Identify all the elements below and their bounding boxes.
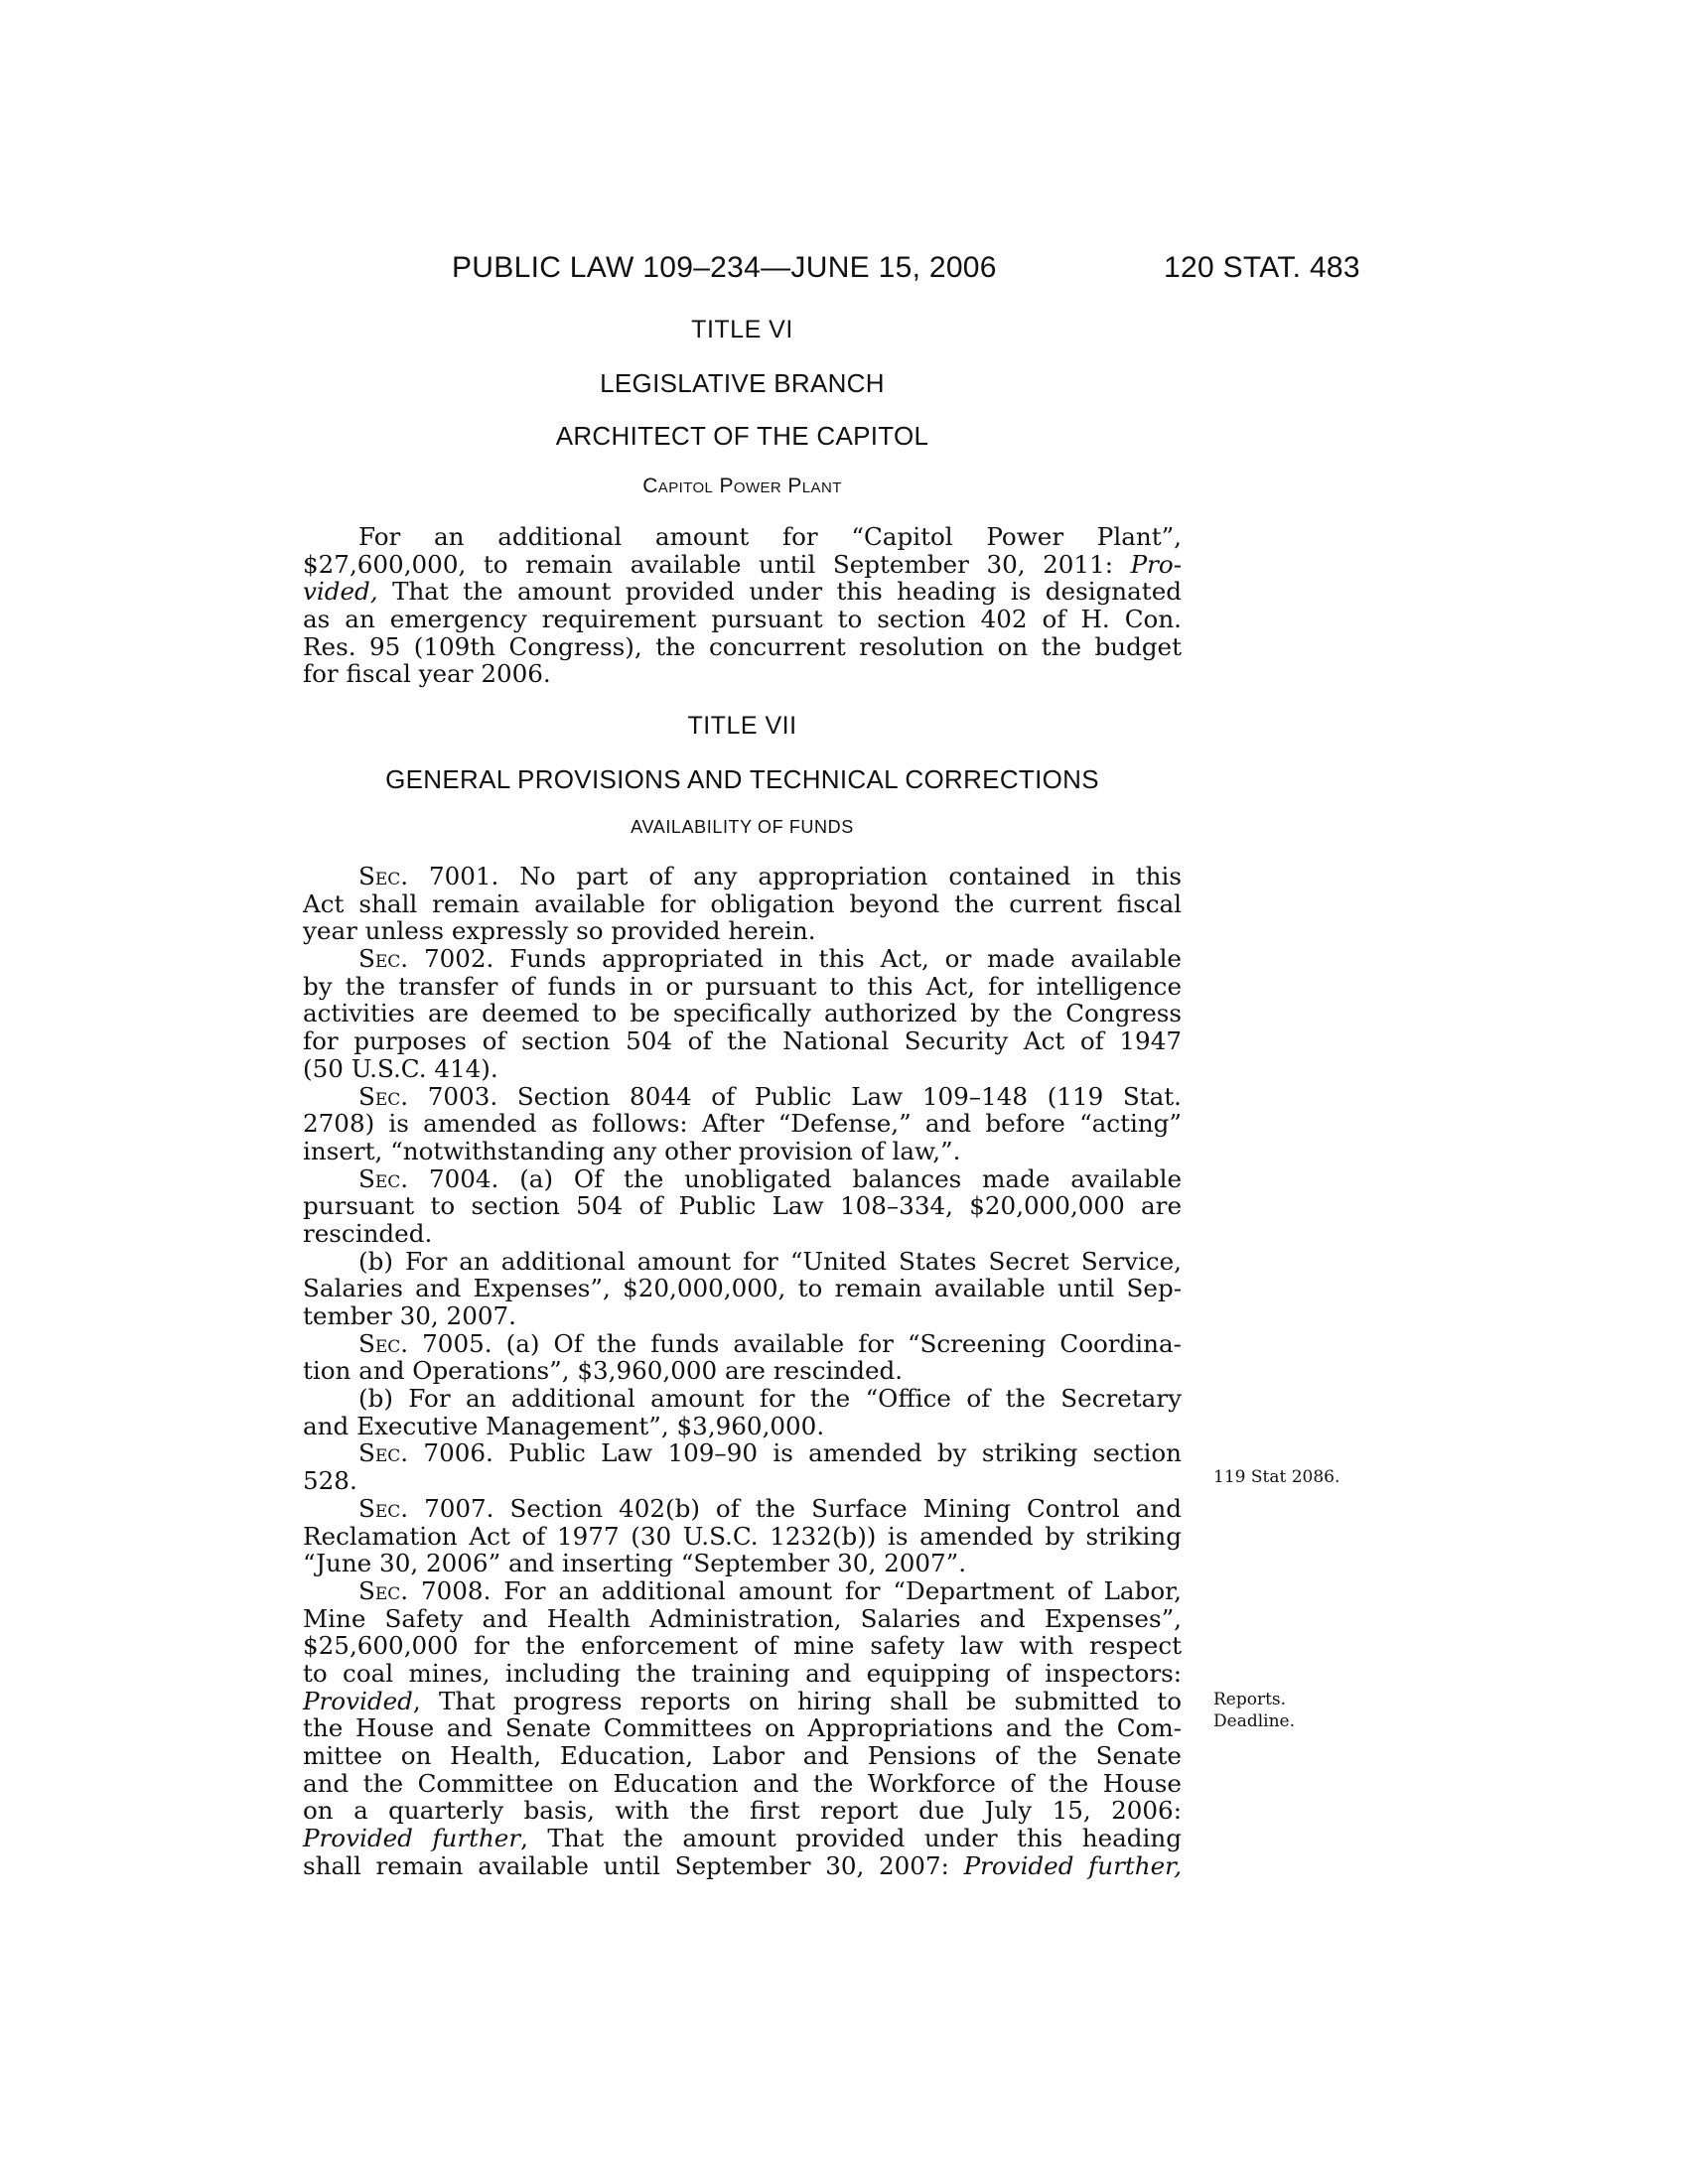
text-line: Act shall remain available for obligation beyond the current fiscal <box>303 888 1182 918</box>
text-line: activities are deemed to be specifically authorized by the Congress <box>303 999 1182 1028</box>
text-line: pursuant to section 504 of Public Law 108–334, $20,000,000 are <box>303 1191 1182 1221</box>
text-line: for fiscal year 2006. <box>303 659 551 689</box>
sec-7001-line: Sec. 7001. No part of any appropriation contained in this <box>358 862 1182 890</box>
text-line: on a quarterly basis, with the first report due July 15, 2006: <box>303 1796 1182 1826</box>
sec-7003-line: Sec. 7003. Section 8044 of Public Law 109–148 (119 Stat. <box>358 1081 1182 1111</box>
text-line: tember 30, 2007. <box>303 1301 516 1330</box>
text-line: (b) For an additional amount for “United States Secret Service, <box>358 1246 1182 1276</box>
text-line: Res. 95 (109th Congress), the concurrent resolution on the budget <box>303 631 1182 661</box>
text-line: by the transfer of funds in or pursuant to this Act, for intelligence <box>303 971 1182 1001</box>
text-line: Reclamation Act of 1977 (30 U.S.C. 1232(b)) is amended by striking <box>303 1521 1182 1551</box>
text-line: to coal mines, including the training and equipping of inspectors: <box>303 1658 1182 1688</box>
text-line: for purposes of section 504 of the National Security Act of 1947 <box>303 1026 1182 1056</box>
text-line: 528. <box>303 1466 357 1496</box>
availability-of-funds-heading: AVAILABILITY OF FUNDS <box>631 817 854 837</box>
text-line: (b) For an additional amount for the “Office of the Secretary <box>358 1384 1182 1414</box>
text-line: and the Committee on Education and the Workforce of the House <box>303 1768 1182 1798</box>
general-provisions-body <box>303 863 1182 1879</box>
text-line: $27,600,000, to remain available until September 30, 2011: Pro- <box>303 549 1182 579</box>
sec-7006-line: Sec. 7006. Public Law 109–90 is amended by striking section <box>358 1438 1182 1468</box>
text-line: year unless expressly so provided herein. <box>303 916 816 946</box>
sec-7007-line: Sec. 7007. Section 402(b) of the Surface Mining Control and <box>358 1493 1182 1523</box>
text-line: tion and Operations”, $3,960,000 are rescinded. <box>303 1356 904 1386</box>
title-vi-heading: TITLE VI <box>691 316 793 343</box>
running-header-law: PUBLIC LAW 109–234—JUNE 15, 2006 <box>452 251 997 284</box>
text-line: as an emergency requirement pursuant to section 402 of H. Con. <box>303 605 1182 634</box>
title-vii-heading: TITLE VII <box>687 712 797 740</box>
margin-note-stat-ref: 119 Stat 2086. <box>1213 1467 1340 1487</box>
text-line: “June 30, 2006” and inserting “September 30, 2007”. <box>303 1549 967 1578</box>
text-line: mittee on Health, Education, Labor and Pensions of the Senate <box>303 1741 1182 1770</box>
text-line: the House and Senate Committees on Appropriations and the Com- <box>303 1713 1182 1743</box>
running-header-stat: 120 STAT. 483 <box>1164 251 1360 284</box>
capitol-power-plant-paragraph <box>303 523 1182 688</box>
text-line: insert, “notwithstanding any other provision of law,”. <box>303 1136 961 1165</box>
text-line: $25,600,000 for the enforcement of mine safety law with respect <box>303 1631 1182 1661</box>
text-line: shall remain available until September 30, 2007: Provided further, <box>303 1850 1183 1880</box>
sec-7002-line: Sec. 7002. Funds appropriated in this Act, or made available <box>358 944 1182 974</box>
general-provisions-heading: GENERAL PROVISIONS AND TECHNICAL CORRECTIONS <box>385 764 1099 794</box>
sec-7005-line: Sec. 7005. (a) Of the funds available for “Screening Coordina- <box>358 1328 1182 1358</box>
legislative-branch-heading: LEGISLATIVE BRANCH <box>600 368 885 398</box>
text-line: and Executive Management”, $3,960,000. <box>303 1411 825 1440</box>
text-line: Provided, That progress reports on hiring shall be submitted to <box>303 1686 1182 1715</box>
text-line: 2708) is amended as follows: After “Defense,” and before “acting” <box>303 1109 1182 1139</box>
sec-7008-line: Sec. 7008. For an additional amount for “Department of Labor, <box>358 1575 1182 1605</box>
text-line: Salaries and Expenses”, $20,000,000, to remain available until Sep- <box>303 1274 1182 1303</box>
architect-heading: ARCHITECT OF THE CAPITOL <box>555 421 929 451</box>
margin-note-deadline: Deadline. <box>1213 1711 1295 1731</box>
capitol-power-plant-heading: Capitol Power Plant <box>642 475 842 497</box>
text-line: (50 U.S.C. 414). <box>303 1053 498 1083</box>
text-line: vided, That the amount provided under this heading is designated <box>303 577 1182 607</box>
text-line: rescinded. <box>303 1218 433 1248</box>
sec-7004-line: Sec. 7004. (a) Of the unobligated balances made available <box>358 1163 1182 1193</box>
margin-note-reports: Reports. <box>1213 1690 1287 1709</box>
text-line: Mine Safety and Health Administration, Salaries and Expenses”, <box>303 1603 1182 1633</box>
text-line: For an additional amount for “Capitol Power Plant”, <box>358 522 1182 551</box>
text-line: Provided further, That the amount provided under this heading <box>303 1824 1182 1853</box>
